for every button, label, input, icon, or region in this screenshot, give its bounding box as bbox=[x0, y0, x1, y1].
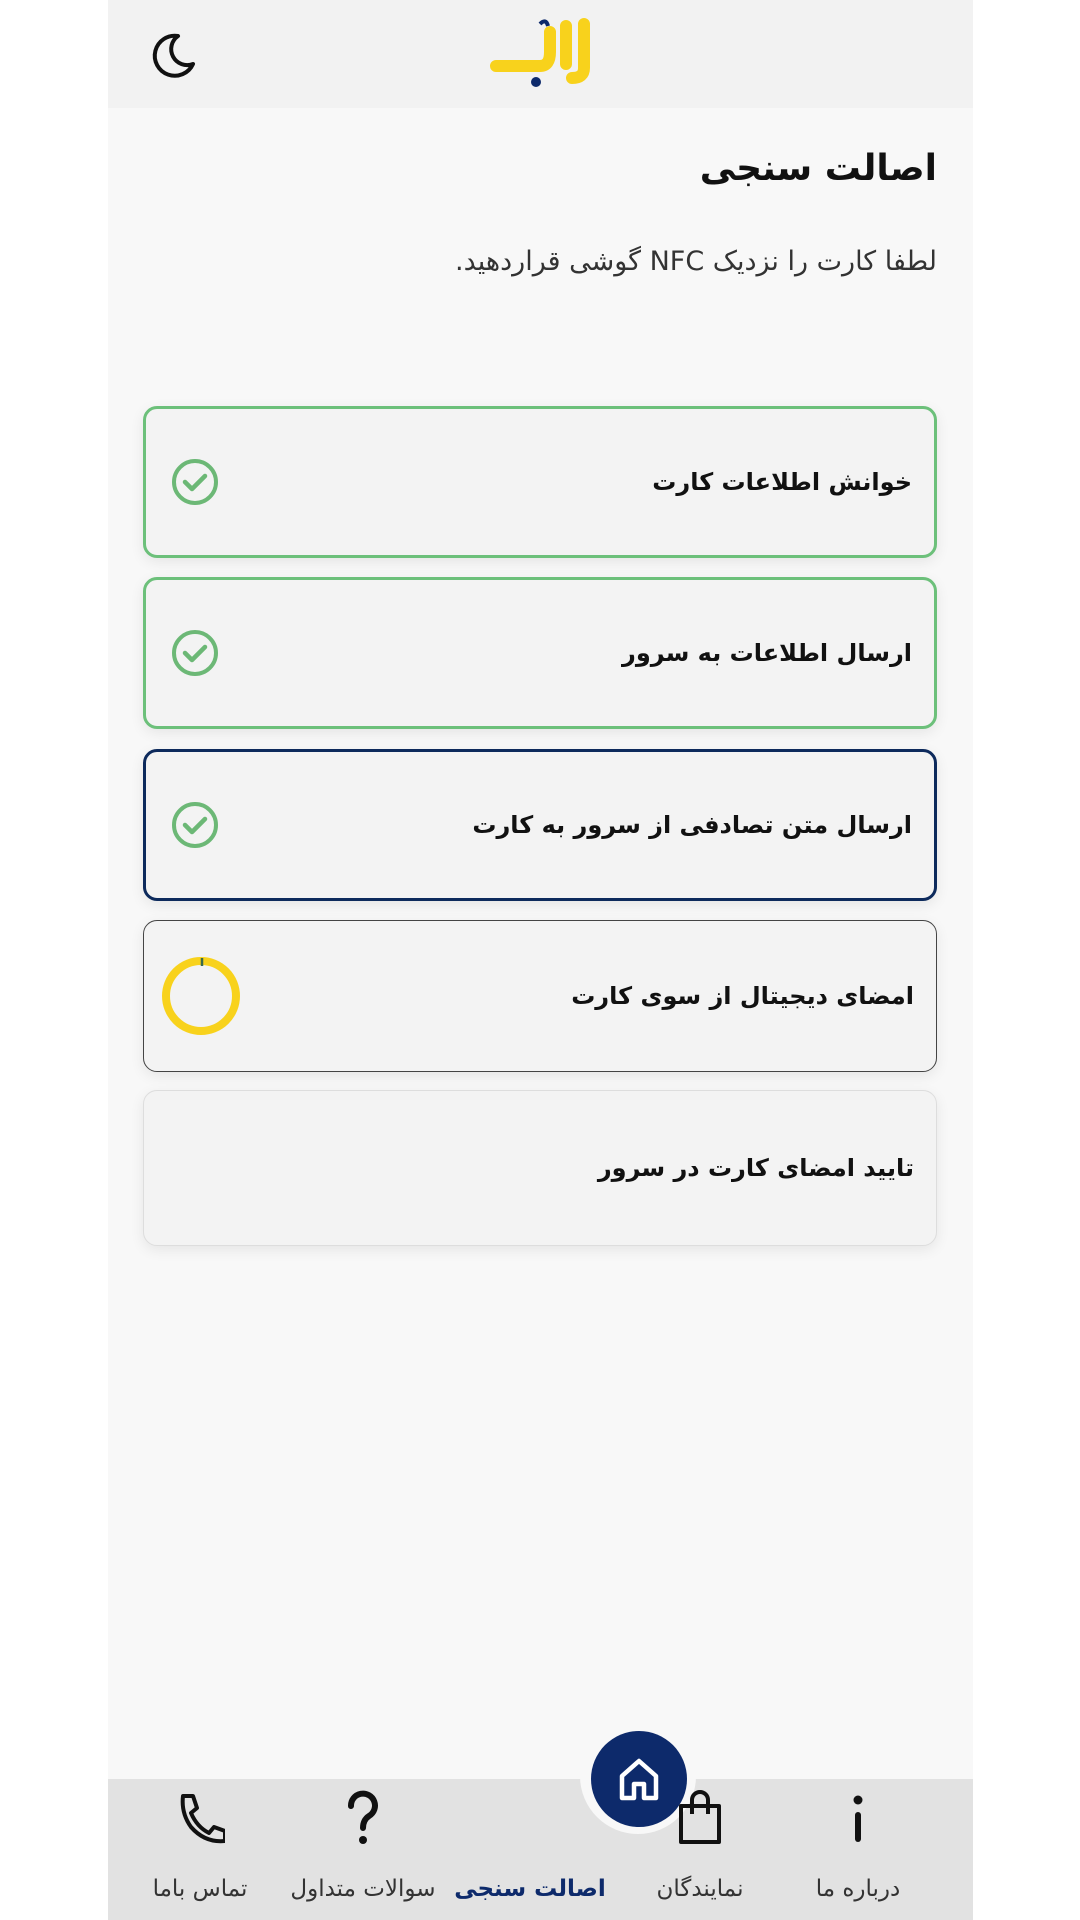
nav-label: اصالت سنجی bbox=[454, 1876, 606, 1902]
step-label: ارسال اطلاعات به سرور bbox=[622, 639, 912, 667]
app bbox=[108, 0, 973, 1920]
moon-icon[interactable] bbox=[148, 30, 198, 80]
shopping-bag-icon bbox=[677, 1790, 723, 1846]
nav-label: سوالات متداول bbox=[290, 1876, 436, 1902]
step-card-read-card bbox=[143, 406, 937, 558]
nav-label: درباره ما bbox=[815, 1876, 901, 1902]
nav-item-agents[interactable] bbox=[620, 1790, 780, 1902]
step-label: ارسال متن تصادفی از سرور به کارت bbox=[472, 811, 912, 839]
phone-icon bbox=[175, 1790, 225, 1846]
step-label: خوانش اطلاعات کارت bbox=[652, 468, 912, 496]
question-icon bbox=[345, 1790, 381, 1846]
nav-item-authenticity[interactable] bbox=[450, 1790, 610, 1902]
step-card-random-text bbox=[143, 749, 937, 901]
check-circle-icon bbox=[170, 457, 220, 507]
check-circle-icon bbox=[170, 800, 220, 850]
loading-spinner-icon bbox=[160, 955, 242, 1037]
nav-label: تماس باما bbox=[152, 1876, 248, 1902]
step-card-send-to-server bbox=[143, 577, 937, 729]
nfc-instruction: لطفا کارت را نزدیک NFC گوشی قراردهید. bbox=[455, 246, 937, 277]
page-title: اصالت سنجی bbox=[699, 148, 937, 189]
nav-item-about[interactable] bbox=[778, 1790, 938, 1902]
spacer-icon bbox=[525, 1790, 535, 1846]
check-circle-icon bbox=[170, 628, 220, 678]
header bbox=[108, 0, 973, 108]
step-label: تایید امضای کارت در سرور bbox=[597, 1154, 914, 1182]
step-card-verify-signature bbox=[143, 1090, 937, 1246]
nav-item-faq[interactable] bbox=[283, 1790, 443, 1902]
step-label: امضای دیجیتال از سوی کارت bbox=[571, 982, 914, 1010]
logo bbox=[488, 14, 598, 94]
nav-item-contact[interactable] bbox=[120, 1790, 280, 1902]
step-card-digital-signature bbox=[143, 920, 937, 1072]
info-icon bbox=[848, 1790, 868, 1846]
nav-label: نمایندگان bbox=[656, 1876, 744, 1902]
